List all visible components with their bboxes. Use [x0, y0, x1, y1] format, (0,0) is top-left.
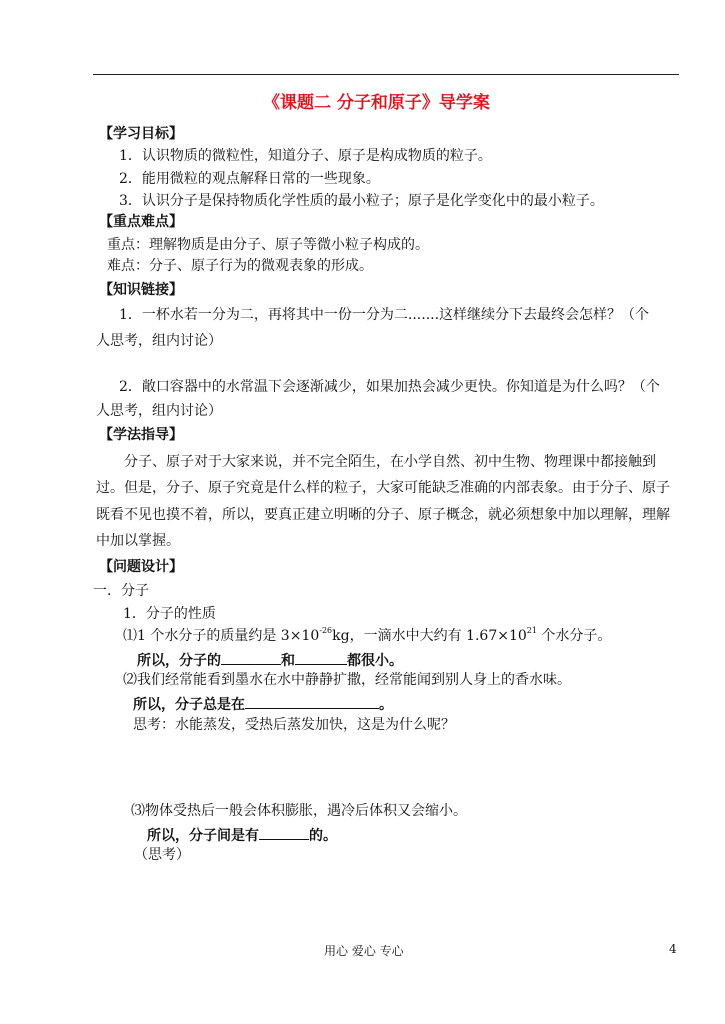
property-1: ⑴1 个水分子的质量约是 $3\times 10^{-26}kg$，一滴水中大约有 $1.67\times 10^{21}$ 个水分子。 — [123, 626, 612, 644]
method-paragraph-line: 分子、原子对于大家来说，并不完全陌生，在小学自然、初中生物、物理课中都接触到 — [124, 454, 656, 470]
key-points-heading: 【重点难点】 — [99, 214, 183, 230]
knowledge-question-2-cont: 人思考，组内讨论） — [96, 403, 222, 419]
answer-blank[interactable] — [295, 650, 347, 665]
method-paragraph-line: 既看不见也摸不着，所以，要真正建立明晰的分子、原子概念，就必须想象中加以理解，理解 — [96, 507, 670, 523]
think-question: 思考：水能蒸发，受热后蒸发加快，这是为什么呢？ — [133, 717, 455, 733]
knowledge-heading: 【知识链接】 — [99, 282, 183, 298]
method-heading: 【学法指导】 — [99, 427, 183, 443]
knowledge-question-1: 1．一杯水若一分为二，再将其中一份一分为二.......这样继续分下去最终会怎样？（个 — [119, 307, 650, 323]
answer-blank[interactable] — [245, 694, 379, 709]
answer-blank[interactable] — [221, 650, 281, 665]
key-point: 重点：理解物质是由分子、原子等微小粒子构成的。 — [107, 237, 429, 253]
difficult-point: 难点：分子、原子行为的微观表象的形成。 — [107, 258, 373, 274]
goal-item: 3．认识分子是保持物质化学性质的最小粒子；原子是化学变化中的最小粒子。 — [119, 193, 604, 209]
property-2-answer: 所以，分子总是在 。 — [133, 694, 393, 714]
header-rule — [93, 74, 679, 75]
goal-item: 2．能用微粒的观点解释日常的一些现象。 — [119, 171, 380, 187]
method-paragraph-line: 过。但是，分子、原子究竟是什么样的粒子，大家可能缺乏准确的内部表象。由于分子、原子 — [96, 480, 670, 496]
property-3-answer: 所以，分子间是有 的。 — [147, 825, 337, 845]
property-1-answer: 所以，分子的 和 都很小。 — [137, 650, 403, 670]
design-heading: 【问题设计】 — [99, 559, 183, 575]
knowledge-question-1-cont: 人思考，组内讨论） — [96, 333, 222, 349]
page-title: 《课题二 分子和原子》导学案 — [263, 93, 490, 113]
property-3: ⑶物体受热后一般会体积膨胀，遇冷后体积又会缩小。 — [131, 803, 467, 819]
section-title: 一．分子 — [93, 583, 149, 599]
subsection-title: 1．分子的性质 — [123, 606, 216, 622]
page-number: 4 — [669, 942, 677, 956]
answer-blank[interactable] — [259, 825, 309, 840]
goal-item: 1．认识物质的微粒性，知道分子、原子是构成物质的粒子。 — [119, 148, 492, 164]
method-paragraph-line: 中加以掌握。 — [96, 533, 180, 549]
think-note: （思考） — [134, 847, 190, 863]
property-2: ⑵我们经常能看到墨水在水中静静扩撒，经常能闻到别人身上的香水味。 — [123, 672, 571, 688]
goals-heading: 【学习目标】 — [99, 126, 183, 142]
footer-motto: 用心 爱心 专心 — [324, 944, 404, 958]
knowledge-question-2: 2．敞口容器中的水常温下会逐渐减少，如果加热会减少更快。你知道是为什么吗？（个 — [119, 379, 660, 395]
